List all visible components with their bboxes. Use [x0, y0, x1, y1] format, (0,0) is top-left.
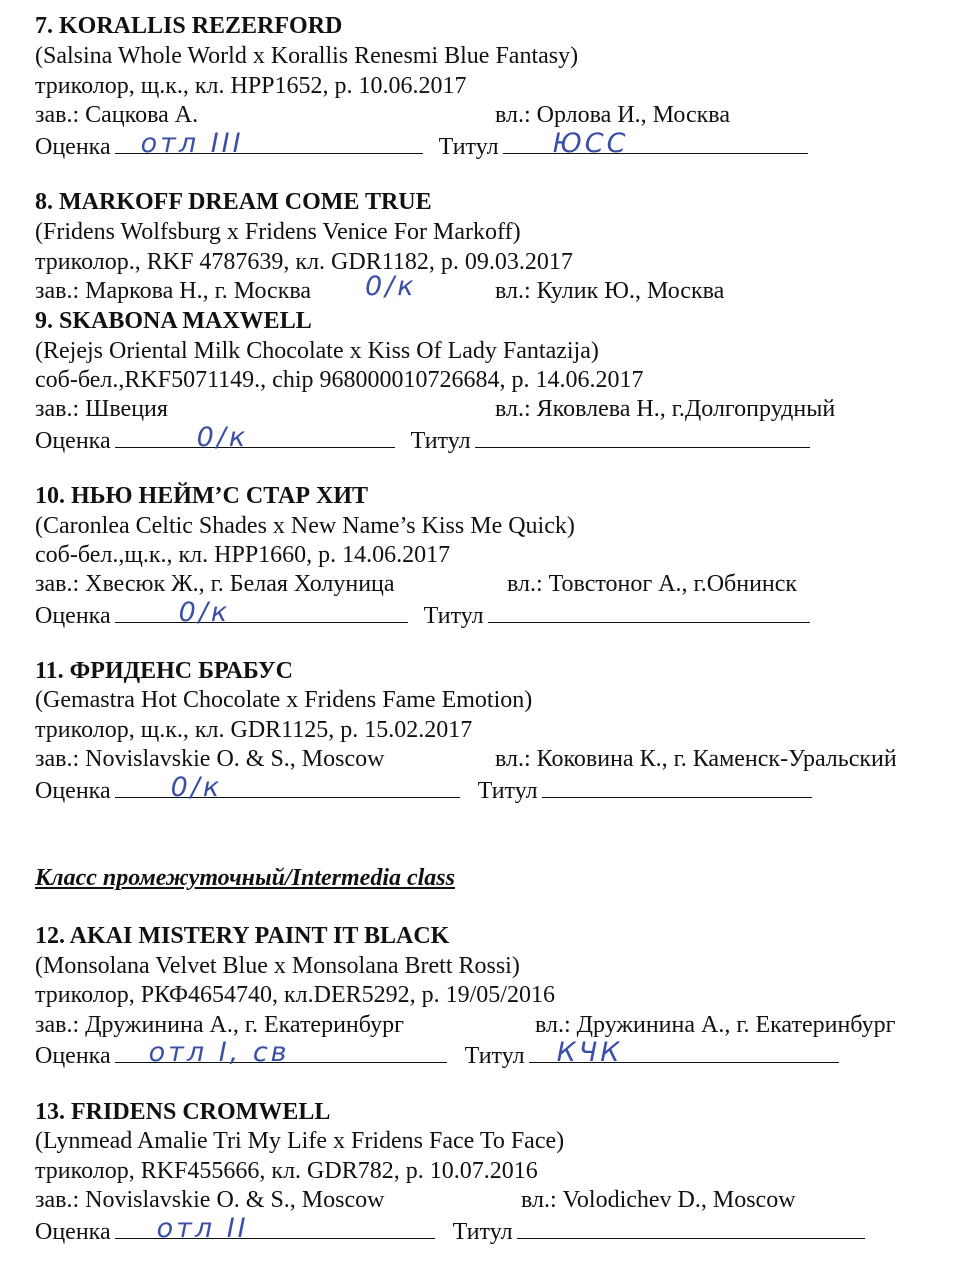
title-label: Титул: [438, 134, 499, 160]
entry-9-owner: вл.: Яковлева Н., г.Долгопрудный: [495, 396, 836, 422]
entry-10-title-field[interactable]: [488, 600, 810, 623]
entry-12-breeder-line: [35, 1011, 896, 1039]
entry-7-details: триколор, щ.к., кл. HPP1652, р. 10.06.2017: [35, 73, 467, 99]
entry-10-breeder-line: [35, 570, 798, 598]
entry-13-owner: вл.: Volodichev D., Moscow: [521, 1187, 796, 1213]
entry-7-owner: вл.: Орлова И., Москва: [495, 102, 730, 128]
entry-7-pedigree: (Salsina Whole World x Korallis Renesmi Blue Fantasy): [35, 43, 579, 69]
entry-12-title-field[interactable]: [529, 1037, 839, 1068]
entry-12-title-handwriting: КЧК: [556, 1037, 623, 1068]
entry-7-title-field[interactable]: [503, 128, 808, 159]
entry-8-grade-handwriting: 0/к: [365, 271, 417, 302]
entry-11-name: 11. ФРИДЕНС БРАБУС: [35, 658, 293, 684]
grade-label: Оценка: [35, 1219, 111, 1245]
entry-11-breeder: зав.: Novislavskie O. & S., Moscow: [35, 746, 385, 772]
entry-8-breeder: зав.: Маркова Н., г. Москва: [35, 278, 312, 304]
entry-9-details: соб-бел.,RKF5071149., chip 968000010726684, р. 14.06.2017: [35, 367, 644, 393]
entry-13-grade-line: [35, 1213, 865, 1245]
entry-7-grade-handwriting: отл III: [140, 128, 244, 159]
entry-13-breeder-line: [35, 1186, 796, 1214]
entry-9-pedigree: (Rejejs Oriental Milk Chocolate x Kiss Of Lady Fantazija): [35, 338, 599, 364]
entry-12-name: 12. AKAI MISTERY PAINT IT BLACK: [35, 923, 450, 949]
entry-10-breeder: зав.: Хвесюк Ж., г. Белая Холуница: [35, 571, 395, 597]
entry-13-pedigree: (Lynmead Amalie Tri My Life x Fridens Face To Face): [35, 1128, 565, 1154]
entry-7-breeder-line: [35, 101, 730, 129]
entry-11-details: триколор, щ.к., кл. GDR1125, р. 15.02.2017: [35, 717, 473, 743]
grade-label: Оценка: [35, 778, 111, 804]
section-heading: Класс промежуточный/Intermedia class: [35, 865, 455, 891]
entry-9-name: 9. SKABONA MAXWELL: [35, 308, 312, 334]
entry-13-grade-handwriting: отл II: [156, 1213, 249, 1244]
entry-13-name: 13. FRIDENS CROMWELL: [35, 1099, 331, 1125]
entry-11-pedigree: (Gemastra Hot Chocolate x Fridens Fame Emotion): [35, 687, 533, 713]
grade-label: Оценка: [35, 134, 111, 160]
entry-7-breeder: зав.: Сацкова А.: [35, 102, 199, 128]
grade-label: Оценка: [35, 603, 111, 629]
entry-11-title-field[interactable]: [542, 775, 812, 798]
entry-8-name: 8. MARKOFF DREAM COME TRUE: [35, 189, 432, 215]
entry-9-breeder-line: [35, 395, 836, 423]
entry-9-breeder: зав.: Швеция: [35, 396, 168, 422]
entry-8-owner: вл.: Кулик Ю., Москва: [495, 278, 725, 304]
entry-11-grade-field[interactable]: [115, 772, 460, 803]
entry-13-details: триколор, RKF455666, кл. GDR782, р. 10.07.2016: [35, 1158, 538, 1184]
title-label: Титул: [423, 603, 484, 629]
entry-8-pedigree: (Fridens Wolfsburg x Fridens Venice For Markoff): [35, 219, 521, 245]
title-label: Титул: [477, 778, 538, 804]
entry-10-details: соб-бел.,щ.к., кл. HPP1660, р. 14.06.2017: [35, 542, 451, 568]
entry-10-name: 10. НЬЮ НЕЙМ’С СТАР ХИТ: [35, 483, 369, 509]
entry-9-grade-line: [35, 422, 810, 454]
entry-8-details: триколор., RKF 4787639, кл. GDR1182, р. 09.03.2017: [35, 249, 573, 275]
entry-7-grade-line: [35, 128, 808, 160]
entry-11-grade-line: [35, 772, 812, 804]
entry-12-grade-line: [35, 1037, 839, 1069]
entry-13-breeder: зав.: Novislavskie O. & S., Moscow: [35, 1187, 385, 1213]
title-label: Титул: [410, 428, 471, 454]
title-label: Титул: [464, 1043, 525, 1069]
entry-12-grade-field[interactable]: [115, 1037, 447, 1068]
entry-7-name: 7. KORALLIS REZERFORD: [35, 13, 343, 39]
entry-8-breeder-line: [35, 271, 725, 305]
entry-11-breeder-line: [35, 745, 897, 773]
entry-10-grade-line: [35, 597, 810, 629]
entry-11-grade-handwriting: 0/к: [170, 772, 223, 803]
entry-10-pedigree: (Caronlea Celtic Shades x New Name’s Kiss Me Quick): [35, 513, 575, 539]
entry-12-details: триколор, РКФ4654740, кл.DER5292, р. 19/05/2016: [35, 982, 555, 1008]
entry-13-title-field[interactable]: [517, 1216, 865, 1239]
entry-9-title-field[interactable]: [475, 425, 810, 448]
entry-7-title-handwriting: ЮСС: [552, 128, 629, 159]
grade-label: Оценка: [35, 428, 111, 454]
grade-label: Оценка: [35, 1043, 111, 1069]
entry-12-pedigree: (Monsolana Velvet Blue x Monsolana Brett Rossi): [35, 953, 520, 979]
entry-7-grade-field[interactable]: [115, 128, 423, 159]
entry-10-grade-field[interactable]: [115, 597, 408, 628]
entry-9-grade-handwriting: 0/к: [196, 422, 249, 453]
entry-11-owner: вл.: Коковина К., г. Каменск-Уральский: [495, 746, 897, 772]
entry-13-grade-field[interactable]: [115, 1213, 435, 1244]
entry-10-grade-handwriting: 0/к: [178, 597, 231, 628]
entry-9-grade-field[interactable]: [115, 422, 395, 453]
title-label: Титул: [452, 1219, 513, 1245]
entry-10-owner: вл.: Товстоног А., г.Обнинск: [507, 571, 798, 597]
entry-12-grade-handwriting: отл I, св: [148, 1037, 290, 1068]
entry-12-owner: вл.: Дружинина А., г. Екатеринбург: [535, 1012, 896, 1038]
entry-12-breeder: зав.: Дружинина А., г. Екатеринбург: [35, 1012, 404, 1038]
